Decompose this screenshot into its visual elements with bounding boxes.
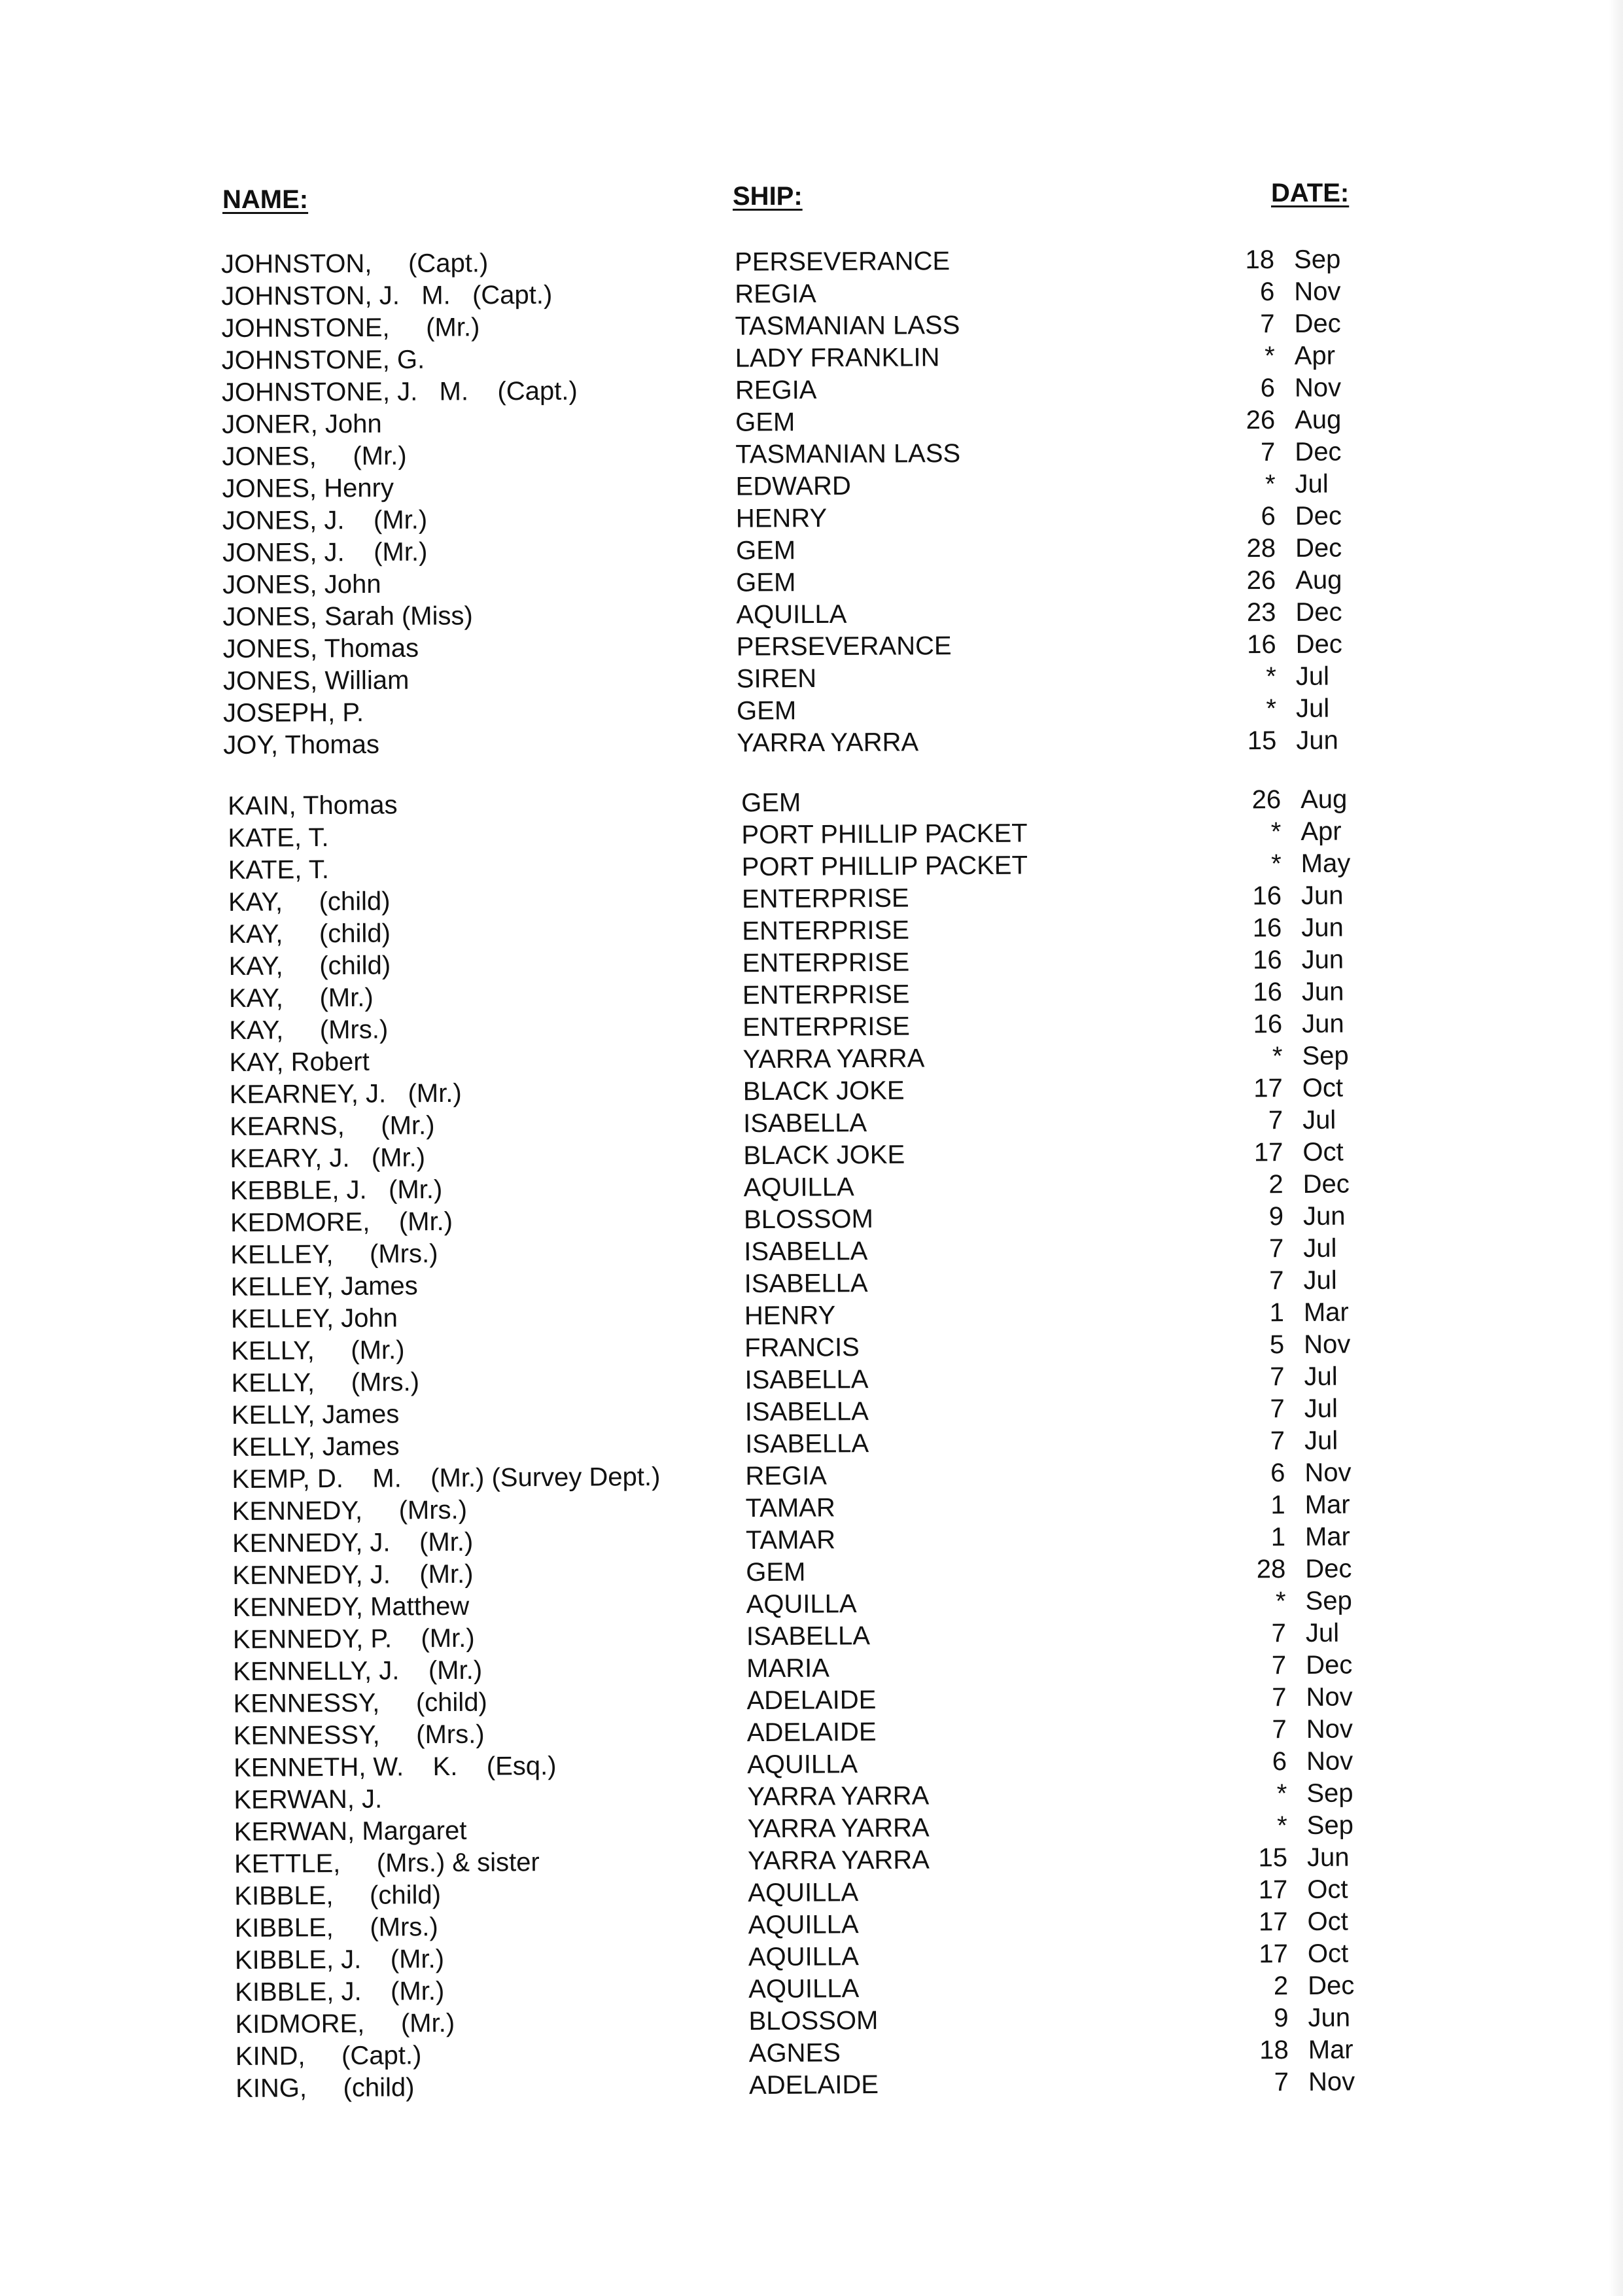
date-month: Jun <box>1301 913 1344 942</box>
ship-name: PORT PHILLIP PACKET <box>741 851 1028 882</box>
ship-name: ENTERPRISE <box>742 915 910 946</box>
date-day: 17 <box>1258 1875 1288 1905</box>
ship-name: ISABELLA <box>744 1429 869 1459</box>
ship-name: AQUILLA <box>743 1173 854 1203</box>
passenger-name: KIND, (Capt.) <box>235 2041 422 2071</box>
date-month: Nov <box>1294 373 1342 402</box>
date-day: 9 <box>1274 2004 1289 2033</box>
ship-name: ADELAIDE <box>746 1685 877 1716</box>
ship-name: ENTERPRISE <box>742 1012 910 1042</box>
ship-name: TASMANIAN LASS <box>735 311 960 341</box>
date-day: 7 <box>1270 1362 1285 1392</box>
date-day: * <box>1272 1042 1283 1071</box>
passenger-name: KING, (child) <box>235 2073 415 2103</box>
passenger-name: KIBBLE, J. (Mr.) <box>235 1977 445 2007</box>
date-day: 6 <box>1261 501 1276 531</box>
ship-name: GEM <box>736 696 797 726</box>
scan-edge-shadow <box>1609 0 1623 2296</box>
date-day: * <box>1265 469 1276 499</box>
date-month: Jul <box>1295 662 1330 691</box>
date-month: Jun <box>1296 726 1338 755</box>
passenger-name: JOY, Thomas <box>223 730 380 760</box>
ship-name: ENTERPRISE <box>742 980 910 1010</box>
date-month: Nov <box>1304 1458 1352 1487</box>
ship-name: AQUILLA <box>746 1589 857 1619</box>
passenger-name: KERWAN, Margaret <box>234 1816 467 1846</box>
date-month: Dec <box>1295 629 1342 659</box>
date-day: 17 <box>1253 1074 1283 1103</box>
date-month: Jul <box>1303 1233 1337 1263</box>
date-day: 7 <box>1271 1651 1287 1680</box>
ship-name: TAMAR <box>745 1493 835 1523</box>
date-day: 18 <box>1245 245 1275 275</box>
date-month: Dec <box>1294 309 1341 338</box>
passenger-name: KATE, T. <box>228 855 330 885</box>
ship-name: FRANCIS <box>744 1333 860 1363</box>
date-month: Jun <box>1302 1201 1346 1231</box>
date-day: 6 <box>1272 1747 1287 1776</box>
date-month: Sep <box>1302 1041 1349 1070</box>
ship-name: ADELAIDE <box>746 1717 877 1748</box>
ship-name: EDWARD <box>735 471 851 501</box>
date-day: 26 <box>1246 405 1276 435</box>
ship-name: YARRA YARRA <box>747 1813 930 1844</box>
date-day: * <box>1276 1811 1287 1841</box>
date-day: 2 <box>1273 1971 1289 2001</box>
date-day: 1 <box>1269 1298 1285 1328</box>
passenger-name: KAY, (Mr.) <box>228 983 374 1013</box>
ship-name: ISABELLA <box>742 1108 867 1139</box>
date-day: 18 <box>1259 2036 1289 2065</box>
ship-name: HENRY <box>744 1301 836 1331</box>
date-day: 16 <box>1252 881 1282 911</box>
ship-name: SIREN <box>736 664 817 694</box>
date-month: Aug <box>1295 565 1342 595</box>
date-day: 15 <box>1247 726 1277 756</box>
date-month: Oct <box>1307 1907 1348 1936</box>
date-day: 23 <box>1246 597 1276 627</box>
date-month: Oct <box>1307 1939 1349 1968</box>
date-day: * <box>1271 849 1282 879</box>
date-day: * <box>1266 694 1277 724</box>
date-day: 6 <box>1260 373 1276 403</box>
date-day: 2 <box>1268 1170 1283 1199</box>
date-day: * <box>1275 1587 1286 1616</box>
passenger-name: KETTLE, (Mrs.) & sister <box>234 1848 540 1879</box>
date-day: 16 <box>1253 1010 1283 1039</box>
passenger-name: KEARY, J. (Mr.) <box>230 1143 426 1173</box>
passenger-name: KENNELLY, J. (Mr.) <box>233 1655 483 1686</box>
date-month: May <box>1300 849 1351 878</box>
passenger-name: KELLY, James <box>231 1400 400 1430</box>
passenger-name: KEDMORE, (Mr.) <box>230 1207 453 1237</box>
date-month: Jul <box>1302 1105 1336 1135</box>
date-month: Jun <box>1300 881 1344 910</box>
passenger-name: JONES, Henry <box>222 473 394 503</box>
date-month: Mar <box>1308 2035 1353 2064</box>
passenger-name: JOHNSTONE, (Mr.) <box>221 313 480 343</box>
ship-name: AQUILLA <box>748 1942 860 1972</box>
passenger-name: KAIN, Thomas <box>228 790 398 821</box>
date-day: 16 <box>1253 978 1283 1007</box>
ship-name: YARRA YARRA <box>747 1781 930 1812</box>
date-month: Dec <box>1302 1169 1350 1199</box>
ship-name: TASMANIAN LASS <box>735 439 961 469</box>
passenger-name: KAY, Robert <box>229 1047 370 1077</box>
passenger-name: KATE, T. <box>228 823 329 853</box>
date-month: Jul <box>1295 694 1330 723</box>
ship-name: PORT PHILLIP PACKET <box>741 819 1028 850</box>
passenger-name: KEARNEY, J. (Mr.) <box>229 1078 462 1109</box>
passenger-name: JOHNSTONE, J. M. (Capt.) <box>221 376 578 407</box>
date-day: 17 <box>1253 1138 1283 1167</box>
date-day: 7 <box>1261 437 1276 467</box>
date-month: Jun <box>1302 1009 1344 1038</box>
ship-name: ISABELLA <box>744 1269 868 1299</box>
date-month: Sep <box>1306 1810 1353 1840</box>
date-month: Nov <box>1306 1746 1353 1776</box>
ship-name: PERSEVERANCE <box>736 631 952 662</box>
section-k-list <box>228 785 1355 2105</box>
date-day: 1 <box>1270 1491 1285 1520</box>
date-day: 17 <box>1258 1907 1288 1937</box>
date-month: Dec <box>1295 533 1342 563</box>
ship-name: GEM <box>735 536 796 565</box>
ship-name: AQUILLA <box>748 1878 859 1908</box>
ship-name: YARRA YARRA <box>747 1845 930 1876</box>
passenger-name: JONES, Sarah (Miss) <box>222 601 473 631</box>
ship-name: AQUILLA <box>736 599 847 629</box>
passenger-name: JONES, William <box>222 665 410 696</box>
date-month: Dec <box>1295 437 1342 467</box>
date-month: Dec <box>1295 501 1342 531</box>
ship-name: PERSEVERANCE <box>735 247 951 277</box>
date-month: Jul <box>1305 1618 1340 1648</box>
date-month: Jul <box>1303 1265 1337 1295</box>
date-day: 9 <box>1268 1202 1284 1231</box>
passenger-name: KENNETH, W. K. (Esq.) <box>233 1751 557 1782</box>
date-month: Dec <box>1308 1971 1355 2000</box>
ship-name: AQUILLA <box>746 1750 858 1780</box>
ship-name: ADELAIDE <box>748 2070 879 2100</box>
ship-name: BLOSSOM <box>748 2005 879 2036</box>
date-month: Mar <box>1304 1490 1350 1519</box>
ship-name: AQUILLA <box>748 1974 860 2004</box>
date-month: Jul <box>1304 1362 1338 1391</box>
passenger-name: KENNEDY, P. (Mr.) <box>232 1623 475 1654</box>
passenger-name: KAY, (child) <box>228 919 391 949</box>
passenger-name: KERWAN, J. <box>234 1784 383 1814</box>
passenger-name: KENNEDY, J. (Mr.) <box>232 1527 474 1558</box>
passenger-name: KEARNS, (Mr.) <box>230 1111 435 1141</box>
ship-name: MARIA <box>746 1653 830 1684</box>
ship-name: BLACK JOKE <box>742 1076 905 1106</box>
date-month: Aug <box>1295 405 1342 434</box>
date-month: Sep <box>1293 245 1341 274</box>
date-month: Nov <box>1304 1330 1351 1359</box>
passenger-name: KAY, (child) <box>228 887 391 917</box>
ship-name: HENRY <box>735 503 828 533</box>
date-month: Sep <box>1306 1778 1353 1808</box>
passenger-name: KENNEDY, J. (Mr.) <box>232 1559 474 1590</box>
date-day: 17 <box>1259 1939 1289 1969</box>
passenger-name: JONER, John <box>222 409 382 439</box>
date-month: Apr <box>1300 817 1342 846</box>
ship-name: BLOSSOM <box>743 1204 873 1235</box>
date-month: Nov <box>1294 277 1341 306</box>
ship-name: GEM <box>741 788 801 818</box>
ship-name: REGIA <box>735 376 817 405</box>
ship-name: GEM <box>736 568 796 597</box>
date-month: Jun <box>1308 2003 1351 2032</box>
ship-name: TAMAR <box>745 1525 836 1555</box>
passenger-name: JONES, J. (Mr.) <box>222 537 428 567</box>
passenger-name: KEBBLE, J. (Mr.) <box>230 1175 443 1205</box>
passenger-name: KIBBLE, (Mrs.) <box>234 1913 438 1943</box>
passenger-name: JONES, (Mr.) <box>222 441 407 471</box>
date-month: Dec <box>1305 1554 1352 1583</box>
passenger-name: JONES, J. (Mr.) <box>222 505 428 535</box>
date-day: 26 <box>1251 785 1282 815</box>
date-day: 5 <box>1269 1330 1285 1360</box>
date-month: Dec <box>1295 597 1342 627</box>
passenger-name: KENNESSY, (Mrs.) <box>233 1720 485 1750</box>
date-day: 6 <box>1270 1458 1285 1488</box>
date-day: 7 <box>1270 1394 1285 1424</box>
ship-name: ISABELLA <box>746 1621 871 1651</box>
section-j-list <box>221 245 1342 762</box>
ship-name: AGNES <box>748 2038 841 2068</box>
date-day: 16 <box>1247 629 1276 660</box>
passenger-name: KELLEY, John <box>230 1303 398 1333</box>
ship-name: ENTERPRISE <box>741 883 909 914</box>
date-month: Jun <box>1306 1843 1350 1872</box>
date-month: Mar <box>1304 1522 1351 1551</box>
passenger-name: KELLEY, James <box>230 1271 418 1301</box>
ship-name: REGIA <box>735 279 816 309</box>
ship-name: REGIA <box>745 1461 828 1491</box>
passenger-name: JOSEPH, P. <box>223 698 364 728</box>
passenger-name: JOHNSTON, J. M. (Capt.) <box>221 280 553 311</box>
date-day: * <box>1276 1779 1287 1809</box>
ship-name: LADY FRANKLIN <box>735 343 940 373</box>
date-month: Oct <box>1302 1073 1344 1103</box>
ship-name: YARRA YARRA <box>742 1044 925 1074</box>
passenger-name: KAY, (Mrs.) <box>229 1015 389 1045</box>
header-name: NAME: <box>222 185 309 214</box>
date-day: 7 <box>1271 1619 1287 1648</box>
date-day: 7 <box>1270 1426 1285 1456</box>
date-month: Jun <box>1301 977 1344 1006</box>
date-month: Apr <box>1294 341 1336 370</box>
date-month: Jul <box>1304 1426 1338 1455</box>
ship-name: ENTERPRISE <box>742 947 910 978</box>
date-month: Oct <box>1307 1875 1348 1904</box>
date-day: * <box>1265 341 1275 371</box>
passenger-name: KENNEDY, Matthew <box>232 1591 470 1622</box>
passenger-name: KELLY, (Mrs.) <box>231 1368 420 1398</box>
passenger-name: JONES, Thomas <box>222 633 419 663</box>
date-day: 15 <box>1258 1843 1288 1873</box>
date-day: 16 <box>1252 945 1282 975</box>
ship-name: ISABELLA <box>744 1237 868 1267</box>
date-day: 28 <box>1246 533 1276 563</box>
date-day: 26 <box>1246 565 1276 595</box>
date-month: Aug <box>1300 785 1348 814</box>
passenger-name: KENNESSY, (child) <box>233 1687 487 1718</box>
passenger-name: JOHNSTONE, G. <box>221 345 425 375</box>
date-day: 7 <box>1272 1683 1287 1712</box>
date-day: 6 <box>1259 277 1275 307</box>
passenger-name: KIDMORE, (Mr.) <box>235 2008 455 2039</box>
ship-name: GEM <box>746 1557 806 1587</box>
date-month: Jun <box>1301 945 1344 974</box>
ship-name: ISABELLA <box>744 1365 869 1395</box>
ship-name: GEM <box>735 408 795 437</box>
date-month: Jul <box>1295 469 1329 499</box>
date-month: Sep <box>1305 1586 1352 1616</box>
passenger-name: JONES, John <box>222 569 381 599</box>
date-day: 7 <box>1260 309 1275 339</box>
ship-name: AQUILLA <box>748 1910 859 1940</box>
date-day: 1 <box>1270 1523 1286 1552</box>
date-day: * <box>1266 662 1276 692</box>
date-day: * <box>1270 817 1282 847</box>
ship-name: ISABELLA <box>744 1397 869 1427</box>
header-date: DATE: <box>1271 179 1350 207</box>
date-day: 7 <box>1274 2068 1289 2097</box>
date-month: Jul <box>1304 1394 1338 1423</box>
passenger-name: KENNEDY, (Mrs.) <box>232 1495 468 1526</box>
passenger-name: JOHNSTON, (Capt.) <box>221 249 489 279</box>
ship-name: BLACK JOKE <box>743 1140 905 1171</box>
date-month: Nov <box>1308 2067 1355 2096</box>
ship-name: YARRA YARRA <box>737 728 919 758</box>
date-day: 7 <box>1268 1106 1283 1135</box>
date-month: Mar <box>1303 1298 1349 1327</box>
date-day: 7 <box>1272 1715 1287 1744</box>
date-month: Oct <box>1302 1137 1344 1167</box>
passenger-name: KELLEY, (Mrs.) <box>230 1239 438 1269</box>
date-day: 7 <box>1268 1234 1284 1263</box>
passenger-name: KEMP, D. M. (Mr.) (Survey Dept.) <box>232 1462 661 1494</box>
passenger-name: KELLY, James <box>231 1432 400 1462</box>
date-month: Dec <box>1306 1650 1353 1680</box>
date-month: Nov <box>1306 1714 1353 1744</box>
passenger-name: KAY, (child) <box>228 951 391 981</box>
header-ship: SHIP: <box>733 182 803 211</box>
date-day: 7 <box>1269 1266 1284 1296</box>
date-day: 16 <box>1252 913 1282 943</box>
date-day: 28 <box>1256 1555 1286 1584</box>
passenger-name: KIBBLE, (child) <box>234 1881 442 1911</box>
date-month: Nov <box>1306 1682 1353 1712</box>
passenger-name: KELLY, (Mr.) <box>231 1335 405 1366</box>
passenger-name: KIBBLE, J. (Mr.) <box>234 1945 445 1975</box>
